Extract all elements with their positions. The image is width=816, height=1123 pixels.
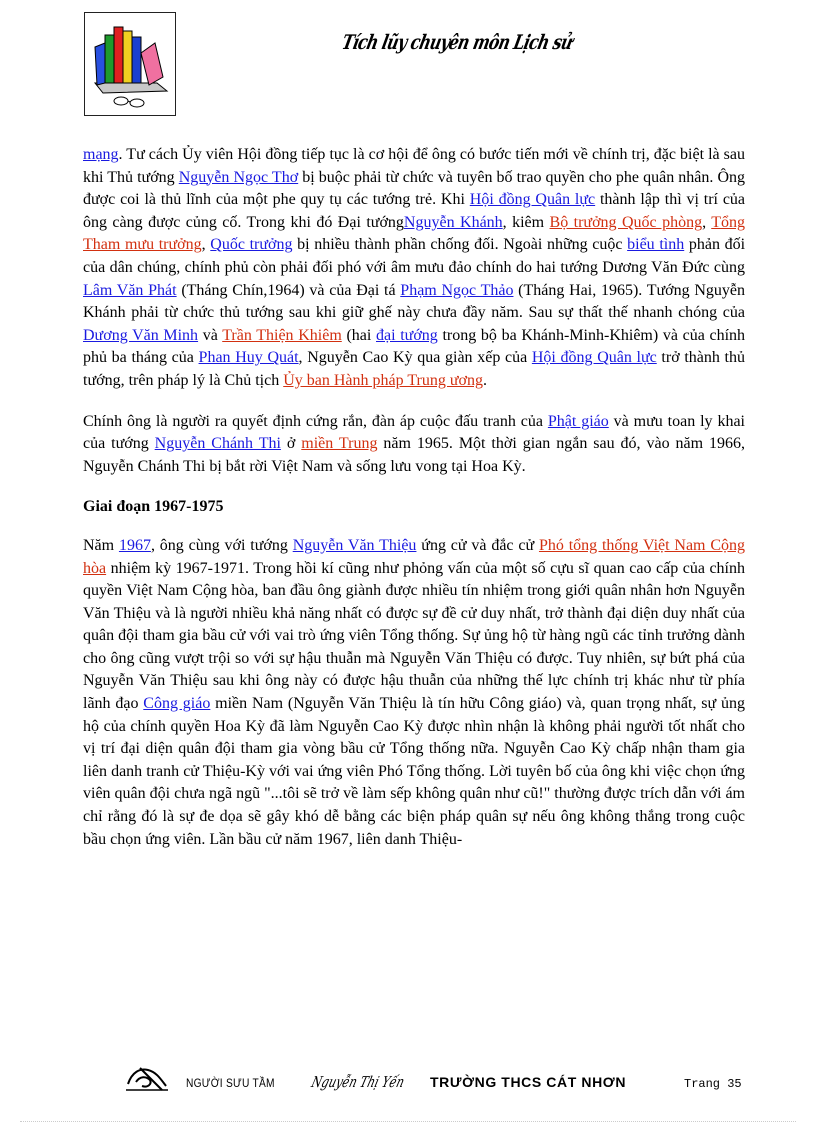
inline-link[interactable]: Công giáo: [143, 695, 211, 713]
body-text: thành lập thì vị trí của ông càng được củng cố. Trong khi đó Đại tướng: [83, 191, 746, 231]
inline-link[interactable]: biểu tình: [627, 236, 685, 254]
page-number: Trang 35: [684, 1077, 742, 1091]
body-text: trong bộ ba Khánh-Minh-Khiêm) và của chính phủ ba tháng của: [83, 326, 746, 367]
logo-box: [84, 12, 176, 116]
inline-link[interactable]: Hội đồng Quân lực: [469, 191, 596, 209]
inline-link[interactable]: miền Trung: [301, 435, 378, 453]
inline-link[interactable]: Nguyễn Chánh Thi: [154, 435, 281, 453]
inline-link[interactable]: Dương Văn Minh: [83, 326, 199, 344]
inline-link[interactable]: Nguyễn Khánh: [403, 213, 503, 231]
body-text: (Tháng Hai, 1965). Tướng Nguyễn Khánh phải từ chức thủ tướng sau khi giữ ghế này chưa đầy năm. Sau sự thất thế nhanh chóng của: [83, 281, 746, 322]
hand-pen-icon: [126, 1062, 170, 1094]
school-name: TRƯỜNG THCS CÁT NHƠN: [430, 1074, 627, 1090]
body-text: và mưu toan ly khai của tướng: [83, 412, 745, 453]
body-text: trở thành thủ tướng, trên pháp lý là Chủ tịch: [83, 349, 745, 389]
paragraph: [83, 144, 745, 393]
inline-link[interactable]: Phạm Ngọc Thảo: [400, 281, 514, 299]
inline-link[interactable]: Phó tổng thống Việt Nam Cộng hòa: [83, 536, 745, 577]
page-footer: [0, 1058, 816, 1098]
document-body: [83, 144, 745, 869]
page-edge: [20, 1121, 796, 1122]
body-text: .: [483, 371, 488, 389]
body-text: Chính ông là người ra quyết định cứng rắn, đàn áp cuộc đấu tranh của: [83, 412, 548, 430]
body-text: bị buộc phải từ chức và tuyên bố trao quyền cho phe quân nhân. Ông được coi là thủ lĩnh của một phe quy tụ các tướng trẻ. Khi: [83, 168, 746, 209]
body-text: (hai: [341, 326, 376, 344]
inline-link[interactable]: Phật giáo: [547, 412, 609, 430]
body-text: ứng cử và đắc cử: [416, 536, 539, 554]
body-text: năm 1965. Một thời gian ngắn sau đó, vào năm 1966, Nguyễn Chánh Thi bị bắt rời Việt Nam và sống lưu vong tại Hoa Kỳ.: [83, 435, 745, 475]
body-text: nhiệm kỳ 1967-1971. Trong hồi kí cũng như phỏng vấn của một số cựu sĩ quan cao cấp của chính quyền Việt Nam Cộng hòa, ban đầu ông giành được nhiều tín nhiệm trong giới quân nhân hơn Nguyễn Văn Thiệu và là người nhiều khả năng nhất có được sự đề cử duy nhất, trở thành đại diện duy nhất của quân đội tham gia bầu cử với vai trò ứng viên Tổng thống. Sự ủng hộ từ hàng ngũ các tỉnh trưởng dành cho ông cũng vượt trội so với sự hậu thuẫn mà Nguyễn Văn Thiệu có được. Tuy nhiên, sự bứt phá của Nguyễn Văn Thiệu sau khi ông này có được hậu thuẫn của những thế lực chính trị khác như từ phía lãnh đạo: [83, 559, 745, 713]
body-text: phản đối của dân chúng, chính phủ còn phải đối phó với âm mưu đảo chính do hai tướng Dương Văn Đức cùng: [83, 236, 746, 276]
body-text: Năm: [83, 536, 119, 554]
section-heading: Giai đoạn 1967-1975: [83, 498, 224, 516]
inline-link[interactable]: Quốc trưởng: [210, 236, 293, 254]
body-text: ở: [280, 435, 302, 453]
body-text: bị nhiều thành phần chống đối. Ngoài những cuộc: [292, 236, 628, 254]
signature: Nguyễn Thị Yến: [309, 1073, 407, 1091]
inline-link[interactable]: đại tướng: [376, 326, 438, 344]
inline-link[interactable]: Nguyễn Ngọc Thơ: [178, 168, 299, 186]
paragraph: [83, 411, 745, 479]
paragraph: [83, 535, 745, 851]
inline-link[interactable]: Phan Huy Quát: [198, 349, 299, 367]
body-text: , Nguyễn Cao Kỳ qua giàn xếp của: [298, 349, 532, 367]
inline-link[interactable]: 1967: [118, 536, 151, 554]
collector-label: NGƯỜI SƯU TẦM: [186, 1076, 275, 1090]
inline-link[interactable]: Ủy ban Hành pháp Trung ương: [283, 371, 484, 389]
inline-link[interactable]: Bộ trưởng Quốc phòng: [549, 213, 703, 231]
body-text: . Tư cách Ủy viên Hội đồng tiếp tục là cơ hội để ông có bước tiến mới về chính trị, đặc biệt là sau khi Thủ tướng: [83, 146, 745, 186]
books-icon: [85, 13, 175, 115]
body-text: ,: [201, 236, 211, 254]
inline-link[interactable]: Nguyễn Văn Thiệu: [292, 536, 417, 554]
body-text: (Tháng Chín,1964) và của Đại tá: [176, 281, 401, 299]
inline-link[interactable]: Hội đồng Quân lực: [531, 349, 657, 367]
inline-link[interactable]: Trần Thiện Khiêm: [222, 326, 342, 344]
inline-link[interactable]: mạng: [83, 146, 119, 163]
body-text: , ông cùng với tướng: [150, 536, 293, 554]
inline-link[interactable]: Tổng Tham mưu trưởng: [83, 213, 746, 254]
body-text: và: [198, 326, 223, 344]
body-text: miền Nam (Nguyễn Văn Thiệu là tín hữu Công giáo) và, quan trọng nhất, sự ủng hộ của chính quyền Hoa Kỳ đã làm Nguyễn Cao Kỳ được nhìn nhận là không phải người tốt nhất cho vị trí đại diện quân đội tham gia vòng bầu cử Tổng thống nữa. Nguyễn Cao Kỳ chấp nhận tham gia liên danh tranh cử Thiệu-Kỳ với vai ứng viên Phó Tổng thống. Lời tuyên bố của ông khi việc chọn ứng viên quân đội chưa ngã ngũ "...tôi sẽ trở về làm sếp không quân như cũ!" thường được trích dẫn với ám chỉ rằng đó là sự đe dọa sẽ gây khó dễ bằng các biện pháp quân sự nếu ông không thắng trong cuộc bầu chọn ứng viên. Lần bầu cử năm 1967, liên danh Thiệu-: [83, 695, 746, 848]
body-text: ,: [702, 213, 712, 231]
header-title: Tích lũy chuyên môn Lịch sử: [339, 30, 575, 54]
body-text: , kiêm: [502, 213, 550, 231]
inline-link[interactable]: Lâm Văn Phát: [83, 281, 177, 299]
